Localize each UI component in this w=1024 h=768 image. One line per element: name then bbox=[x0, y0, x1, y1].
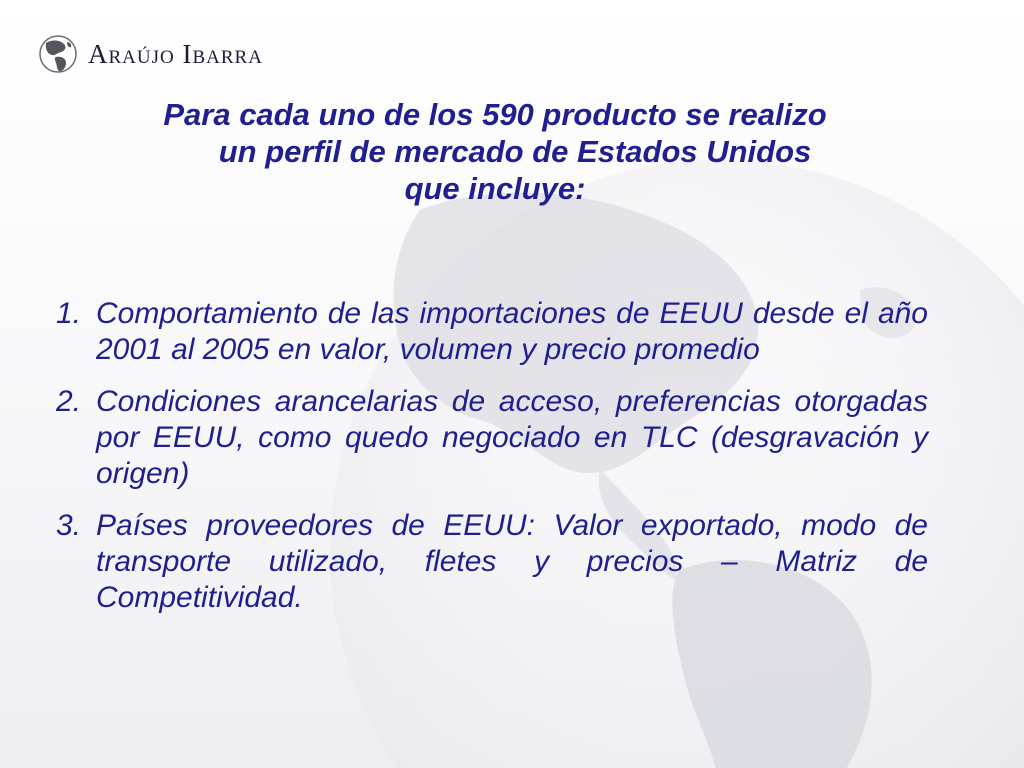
list-item-number: 3. bbox=[56, 509, 82, 542]
numbered-list bbox=[56, 296, 928, 632]
list-item bbox=[56, 508, 928, 616]
list-item-text: Países proveedores de EEUU: Valor exportado, modo de transporte utilizado, fletes y precios – Matriz de Competitividad. bbox=[96, 509, 928, 614]
title-line-3: que incluye: bbox=[404, 171, 586, 206]
slide-title bbox=[60, 96, 930, 207]
list-item bbox=[56, 384, 928, 492]
globe-icon bbox=[38, 33, 78, 75]
list-item bbox=[56, 296, 928, 368]
title-line-1: Para cada uno de los 590 producto se realizo bbox=[163, 97, 827, 132]
list-item-text: Comportamiento de las importaciones de EEUU desde el año 2001 al 2005 en valor, volumen y precio promedio bbox=[96, 297, 928, 366]
list-item-number: 1. bbox=[56, 297, 82, 330]
list-item-text: Condiciones arancelarias de acceso, preferencias otorgadas por EEUU, como quedo negociado en TLC (desgravación y origen) bbox=[96, 385, 928, 490]
title-line-2: un perfil de mercado de Estados Unidos bbox=[218, 134, 812, 169]
brand-name: Araújo Ibarra bbox=[88, 38, 263, 69]
list-item-number: 2. bbox=[56, 385, 82, 418]
brand-logo bbox=[38, 32, 263, 76]
